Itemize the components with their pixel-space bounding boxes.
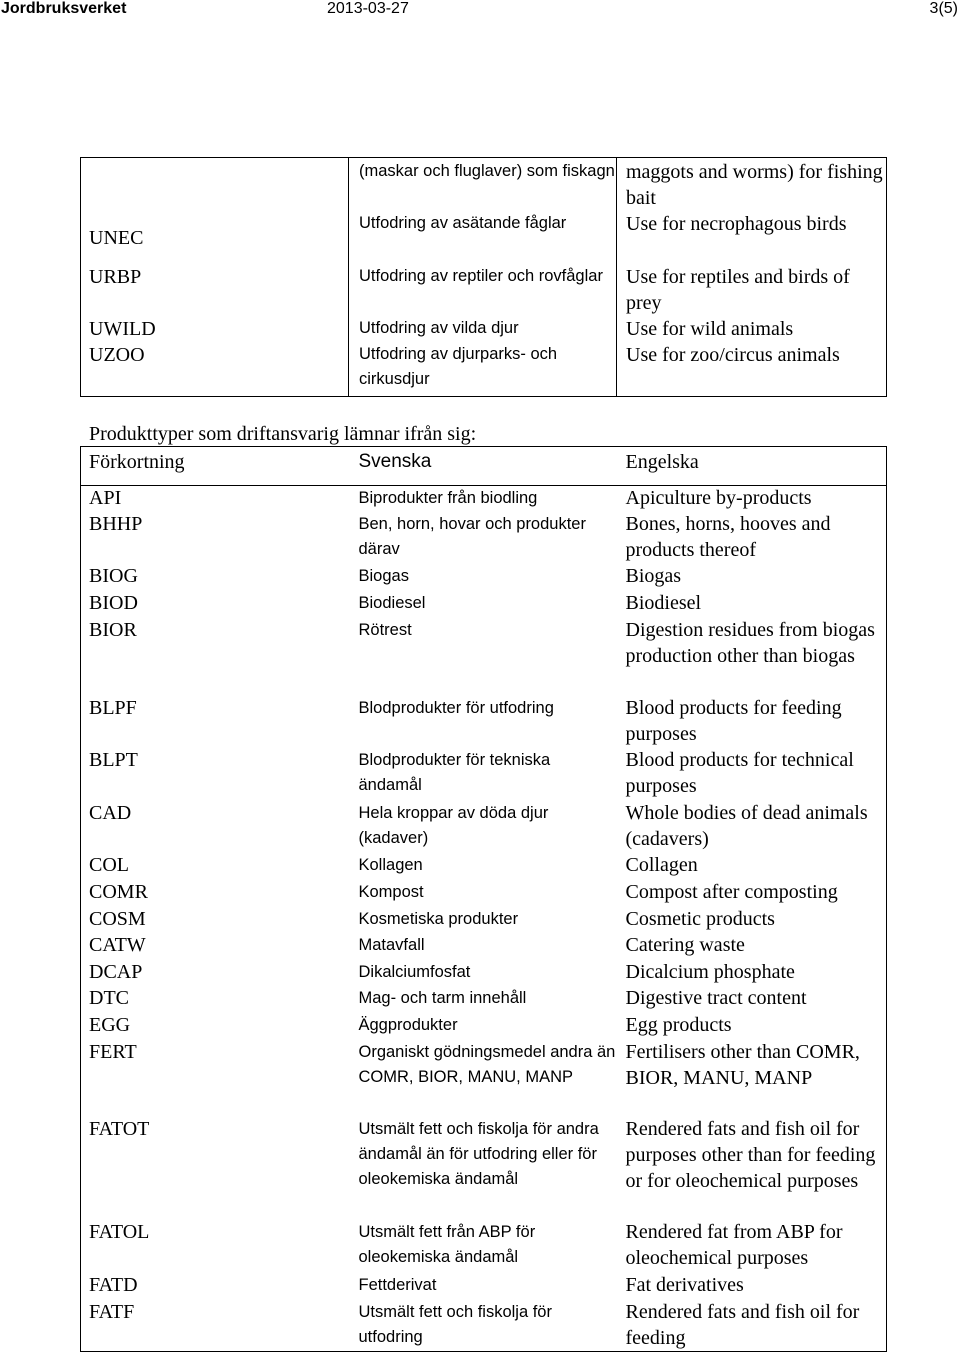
swedish-cell: Utfodring av asätande fåglar xyxy=(349,211,617,264)
header-code: Förkortning xyxy=(89,451,185,473)
code-cell: FATD xyxy=(89,1274,138,1296)
swedish-cell: Organiskt gödningsmedel andra än COMR, BIOR, MANU, MANP xyxy=(358,1043,616,1086)
header-swedish: Svenska xyxy=(358,451,432,472)
english-cell: Apiculture by-products xyxy=(625,487,812,509)
swedish-cell: Blodprodukter för tekniska ändamål xyxy=(358,751,551,794)
code-cell: BIOR xyxy=(89,619,137,641)
swedish-cell: Ben, horn, hovar och produkter därav xyxy=(358,515,586,558)
swedish-cell: Biprodukter från biodling xyxy=(358,489,538,507)
english-cell: Egg products xyxy=(625,1014,732,1036)
code-cell: BIOD xyxy=(89,592,138,614)
table-row xyxy=(81,1012,887,1039)
code-cell: FATOL xyxy=(89,1221,150,1243)
english-cell: Dicalcium phosphate xyxy=(625,961,795,983)
table-row xyxy=(81,211,887,264)
table-row xyxy=(81,563,887,590)
code-cell: BHHP xyxy=(89,513,143,535)
code-cell: FERT xyxy=(89,1041,137,1063)
table-row xyxy=(81,906,887,932)
table-row xyxy=(81,1219,887,1272)
section-title: Produkttyper som driftansvarig lämnar ifrån sig: xyxy=(89,423,477,445)
swedish-cell: Kosmetiska produkter xyxy=(358,910,519,928)
code-cell: BIOG xyxy=(89,565,138,587)
code-cell: CAD xyxy=(89,802,132,824)
swedish-cell: Utfodring av reptiler och rovfåglar xyxy=(349,264,617,316)
english-cell: Whole bodies of dead animals (cadavers) xyxy=(625,802,868,850)
table-row xyxy=(81,932,887,959)
english-cell: Rendered fat from ABP for oleochemical purposes xyxy=(625,1221,843,1269)
code-cell: UWILD xyxy=(89,318,156,340)
code-cell: FATOT xyxy=(89,1118,150,1140)
code-cell: EGG xyxy=(89,1014,131,1036)
english-cell: Collagen xyxy=(625,854,698,876)
use-codes-table xyxy=(80,157,887,397)
english-cell: Rendered fats and fish oil for feeding xyxy=(625,1301,860,1349)
code-cell: FATF xyxy=(89,1301,135,1323)
code-cell: API xyxy=(89,487,122,509)
table-row xyxy=(81,158,887,212)
english-cell: Fertilisers other than COMR, BIOR, MANU, MANP xyxy=(625,1041,860,1089)
table-row xyxy=(81,985,887,1012)
english-cell: Bones, horns, hooves and products thereof xyxy=(625,513,831,561)
table-row xyxy=(81,800,887,852)
english-cell: Catering waste xyxy=(625,934,745,956)
table-row xyxy=(81,590,887,617)
column-header-row xyxy=(80,446,887,486)
code-cell: CATW xyxy=(89,934,146,956)
english-cell: Digestion residues from biogas production other than biogas xyxy=(625,619,875,667)
english-cell: Use for necrophagous birds xyxy=(626,213,847,235)
code-cell: COMR xyxy=(89,881,148,903)
table-row xyxy=(81,342,887,396)
english-cell: Digestive tract content xyxy=(625,987,807,1009)
swedish-cell: Utsmält fett och fiskolja för utfodring xyxy=(358,1303,552,1346)
swedish-cell: Dikalciumfosfat xyxy=(358,963,471,981)
code-cell: URBP xyxy=(89,266,142,288)
table-row xyxy=(81,747,887,800)
english-cell: Blood products for technical purposes xyxy=(625,749,854,797)
swedish-cell: Hela kroppar av döda djur (kadaver) xyxy=(358,804,549,847)
swedish-cell: Blodprodukter för utfodring xyxy=(358,699,554,717)
swedish-cell: Äggprodukter xyxy=(358,1016,458,1034)
table-row xyxy=(81,959,887,985)
english-cell: Biogas xyxy=(625,565,682,587)
product-types-table xyxy=(80,485,887,1352)
swedish-cell: Biogas xyxy=(358,567,409,585)
english-cell: maggots and worms) for fishing bait xyxy=(626,161,883,209)
swedish-cell: Utsmält fett från ABP för oleokemiska ändamål xyxy=(358,1223,536,1266)
swedish-cell: Mag- och tarm innehåll xyxy=(358,989,527,1007)
code-cell: COL xyxy=(89,854,129,876)
table-row xyxy=(81,695,887,747)
table-row xyxy=(81,852,887,879)
table-header xyxy=(81,447,887,486)
swedish-cell: Biodiesel xyxy=(358,594,426,612)
table-row xyxy=(81,1299,887,1352)
table-row xyxy=(81,264,887,316)
swedish-cell: Fettderivat xyxy=(358,1276,437,1294)
english-cell: Use for zoo/circus animals xyxy=(626,344,840,366)
english-cell: Use for wild animals xyxy=(626,318,794,340)
english-cell: Rendered fats and fish oil for purposes other than for feeding or for oleochemical purposes xyxy=(625,1118,876,1192)
table-row xyxy=(81,316,887,342)
english-cell: Fat derivatives xyxy=(625,1274,744,1296)
code-cell: BLPF xyxy=(89,697,137,719)
table-row xyxy=(81,1272,887,1299)
table-row xyxy=(81,1116,887,1219)
code-cell: UNEC xyxy=(89,226,144,249)
table-row xyxy=(81,511,887,563)
english-cell: Biodiesel xyxy=(625,592,702,614)
swedish-cell: Utsmält fett och fiskolja för andra ändamål än för utfodring eller för oleokemiska ändamål xyxy=(358,1120,599,1188)
code-cell: DTC xyxy=(89,987,129,1009)
swedish-cell: (maskar och fluglaver) som fiskagn xyxy=(349,158,617,212)
code-cell: UZOO xyxy=(89,344,145,366)
header-date: 2013-03-27 xyxy=(327,0,409,17)
english-cell: Cosmetic products xyxy=(625,908,775,930)
table-row xyxy=(81,1039,887,1116)
english-cell: Use for reptiles and birds of prey xyxy=(626,266,850,314)
header-page-number: 3(5) xyxy=(929,0,958,17)
swedish-cell: Kollagen xyxy=(358,856,423,874)
table-row xyxy=(81,617,887,695)
table-row xyxy=(81,879,887,906)
header-english: Engelska xyxy=(625,451,699,473)
page-header xyxy=(0,0,960,22)
code-cell xyxy=(81,158,349,212)
english-cell: Compost after composting xyxy=(625,881,838,903)
swedish-cell: Utfodring av vilda djur xyxy=(349,316,617,342)
swedish-cell: Matavfall xyxy=(358,936,425,954)
swedish-cell: Utfodring av djurparks- och cirkusdjur xyxy=(349,342,617,396)
english-cell: Blood products for feeding purposes xyxy=(625,697,842,745)
table-row xyxy=(81,485,887,511)
swedish-cell: Rötrest xyxy=(358,621,412,639)
code-cell: DCAP xyxy=(89,961,143,983)
code-cell: BLPT xyxy=(89,749,138,771)
swedish-cell: Kompost xyxy=(358,883,424,901)
header-organization: Jordbruksverket xyxy=(1,0,127,17)
code-cell: COSM xyxy=(89,908,146,930)
